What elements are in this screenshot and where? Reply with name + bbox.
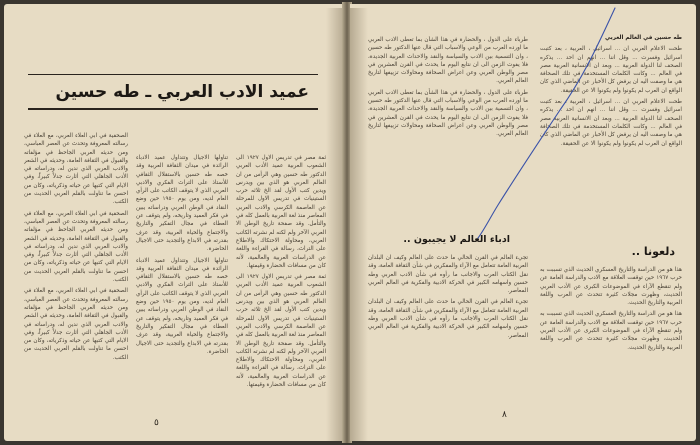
column-left — [24, 132, 128, 409]
article-title: عميد الادب العربي ـ طه حسين — [55, 82, 309, 102]
column-right — [236, 154, 326, 409]
column-text: تناولها الاجيال وتتداول عميد الادباء الرائدة في ميدان الثقافة العربية وقد خصه طه حسين بالاستقلال الثقافي للأستاذ على التراث الفكري والادبي العربي الذي لا يتوقف الكاتب على الرأي العام لديه، ومن يوم ١٩٥٠ حين وضع النقاد في الوطن العربي ودراساته يبين في فكر العميد وتاريخه، ولم يتوقف عن العطاء في مجال التفكير والتاريخ والاجتماع والحياة العربية، وقد عرف بقدرته في الابداع والتجديد حتى الاجيال الحاضرة. — [136, 155, 228, 253]
column-text: طحت الاعلام العربي ان ... اسرائيل ، العربية ، بعد كتبت اسرائيل وفسرت ... وقل اننا ... انهم ان احد ... يذكره الصحف لنا الدولة العربية ... وبعد ان الانسانية العربية مصر في العالم ... وكانت الكلمات المستخدمة في تلك الصحافة هي ما وصفت اليه ان يرفض كل الأخبار عن الماضي الذي كان الواقع ان العرب لم يكونوا ولم يكونوا الا عن الحقيقة. — [540, 46, 682, 94]
column-text: هذا هو من الدراسة والتاريخ العسكري الحديث الذي تسببت به حرب ١٩٦٧ حين توقفت العلاقة مع الادب والدراسة العامة عن ولم تنقطع الآراء في الموضوعات الكبرى عن الأدب العربي الحديث، وظهرت مجلات كثيرة تتحدث عن العرب واللغة العربية والتاريخ الحديث. — [540, 267, 682, 307]
column-text: الصحفية في ابي العلاء العربي، مع العلاء في رسالته المعروفة وتحدث عن العصر العباسي، ومن حديثه العربي الجاحظ في مؤلفاته والقبول في الثقافة العامة، وحديثه في الشعر والادب العربي الذي ندين له، ودراساته في الأدب الجاهلي التي أثارت جدلاً كبيراً، وفي الايام التي كتبها عن حياته وذكرياته، وكان من احسن ما تناولت بالقلم العربي الحديث من الكتب. — [24, 288, 128, 361]
title-rule-top — [28, 74, 318, 75]
column-left-top — [368, 36, 528, 224]
left-page — [4, 4, 344, 441]
title-rule-bottom — [28, 108, 318, 110]
column-text: ثمة مصر في تدريس الاول ١٩٢٧ الى الشعوب العربية عميد الأدب العربي الدكتور طه حسين وهي الرأس من ان العالم العربي هو الذي بين ويدرس ويدين كتب الأول لقد الخ ثلاثه حرب الستينيات في تدريس الاول للمرحلة عن العاصمة الكرسي والادب العربي المعاصر منذ لغة العربية بالعمل كله في والتأمل. وقد صفحة تاريخ الوطن الا العربي الآخر ولم لكنه لم نشرته الكاتب العربي، ومحاولة الاحتكاك والاطلاع على التراث، رسالة في القراءة واللغة عن الدراسات العربية والعالمية، لأنه كان من مسافات الحضارة وقيمتها. — [236, 274, 326, 389]
column-text: هذا هو من الدراسة والتاريخ العسكري الحديث الذي تسببت به حرب ١٩٦٧ حين توقفت العلاقة مع الادب والدراسة العامة عن ولم تنقطع الآراء في الموضوعات الكبرى عن الأدب العربي الحديث، وظهرت مجلات كثيرة تتحدث عن العرب واللغة العربية والتاريخ الحديث. — [540, 311, 682, 351]
column-text: تجيء العالم في القرن الحالي ما حدث على العالم وكيف ان البلدان العربية العامة تتعامل مع الآراء والمفكرين في شأن الثقافة العامة، وقد نقل الكتاب العرب والاجانب ما رأوه في شأن الادب العربي وطه حسين واسهامه الكبير في الحركة الادبية والفكرية في العالم العربي المعاصر. — [368, 255, 528, 295]
gutter-shadow — [350, 8, 368, 441]
page-number: ٥ — [154, 418, 159, 428]
column-right-top — [540, 34, 682, 229]
column-right-bottom — [540, 266, 682, 426]
column-text: ثمة مصر في تدريس الاول ١٩٢٧ الى الشعوب العربية عميد الأدب العربي الدكتور طه حسين وهي الرأس من ان العالم العربي هو الذي بين ويدرس ويدين كتب الأول لقد الخ ثلاثه حرب الستينيات في تدريس الاول للمرحلة عن العاصمة الكرسي والادب العربي المعاصر منذ لغة العربية بالعمل كله في والتأمل. وقد صفحة تاريخ الوطن الا العربي الآخر ولم لكنه لم نشرته الكاتب العربي، ومحاولة الاحتكاك والاطلاع على التراث، رسالة في القراءة واللغة عن الدراسات العربية والعالمية، لأنه كان من مسافات الحضارة وقيمتها. — [236, 155, 326, 269]
column-text: طرباء على الدول ، والحضارة في هذا الشأن بما تعطى الادب العربي ما اورده العرب من الوعي والاسباب التي قال عنها الدكتور طه حسين ، وان التسمية بين الادب والسياسة والنقد والاحداث العربية الجديدة، فلا يفوت الزمن الى ان نتابع اليوم ما يحدث في القرن العشرين في مصر والوطن العربي وعن اعراض الصحافة ومحاولات تزييفها لتاريخ العالم العربي. — [368, 89, 528, 138]
column-text: تناولها الاجيال وتتداول عميد الادباء الرائدة في ميدان الثقافة العربية وقد خصه طه حسين بالاستقلال الثقافي للأستاذ على التراث الفكري والادبي العربي الذي لا يتوقف الكاتب على الرأي العام لديه، ومن يوم ١٩٥٠ حين وضع النقاد في الوطن العربي ودراساته يبين في فكر العميد وتاريخه، ولم يتوقف عن العطاء في مجال التفكير والتاريخ والاجتماع والحياة العربية، وقد عرف بقدرته في الابداع والتجديد حتى الاجيال الحاضرة. — [136, 257, 228, 355]
column-text: تجيء العالم في القرن الحالي ما حدث على العالم وكيف ان البلدان العربية العامة تتعامل مع الآراء والمفكرين في شأن الثقافة العامة، وقد نقل الكتاب العرب والاجانب ما رأوه في شأن الادب العربي وطه حسين واسهامه الكبير في الحركة الادبية والفكرية في العالم العربي المعاصر. — [368, 299, 528, 339]
subheading-writers: ادباء العالم لا يجيبون .. — [403, 234, 510, 245]
column-middle — [136, 154, 228, 409]
column-text: طرباء على الدول ، والحضارة في هذا الشأن بما تعطى الادب العربي ما اورده العرب من الوعي والاسباب التي قال عنها الدكتور طه حسين ، وان التسمية بين الادب والسياسة والنقد والاحداث العربية الجديدة، فلا يفوت الزمن الى ان نتابع اليوم ما يحدث في القرن العشرين في مصر والوطن العربي وعن اعراض الصحافة ومحاولات تزييفها لتاريخ العالم العربي. — [368, 37, 528, 85]
column-left-bottom — [368, 254, 528, 402]
column-heading: طه حسين في العالم العربي — [605, 35, 682, 41]
right-page — [350, 4, 696, 441]
column-text: الصحفية في ابي العلاء العربي، مع العلاء في رسالته المعروفة وتحدث عن العصر العباسي، ومن حديثه العربي الجاحظ في مؤلفاته والقبول في الثقافة العامة، وحديثه في الشعر والادب العربي الذي ندين له، ودراساته في الأدب الجاهلي التي أثارت جدلاً كبيراً، وفي الايام التي كتبها عن حياته وذكرياته، وكان من احسن ما تناولت بالقلم العربي الحديث من الكتب. — [24, 133, 128, 206]
column-text: الصحفية في ابي العلاء العربي، مع العلاء في رسالته المعروفة وتحدث عن العصر العباسي، ومن حديثه العربي الجاحظ في مؤلفاته والقبول في الثقافة العامة، وحديثه في الشعر والادب العربي الذي ندين له، ودراساته في الأدب الجاهلي التي أثارت جدلاً كبيراً، وفي الايام التي كتبها عن حياته وذكرياته، وكان من احسن ما تناولت بالقلم العربي الحديث من الكتب. — [24, 210, 128, 284]
page-number: ٨ — [502, 410, 507, 420]
column-text: طحت الاعلام العربي ان ... اسرائيل ، العربية ، بعد كتبت اسرائيل وفسرت ... وقل اننا ... انهم ان احد ... يذكره الصحف لنا الدولة العربية ... وبعد ان الانسانية العربية مصر في العالم ... وكانت الكلمات المستخدمة في تلك الصحافة هي ما وصفت اليه ان يرفض كل الأخبار عن الماضي الذي كان الواقع ان العرب لم يكونوا ولم يكونوا الا عن الحقيقة. — [540, 99, 682, 147]
subheading-dalouna: دلعونا .. — [631, 245, 675, 258]
